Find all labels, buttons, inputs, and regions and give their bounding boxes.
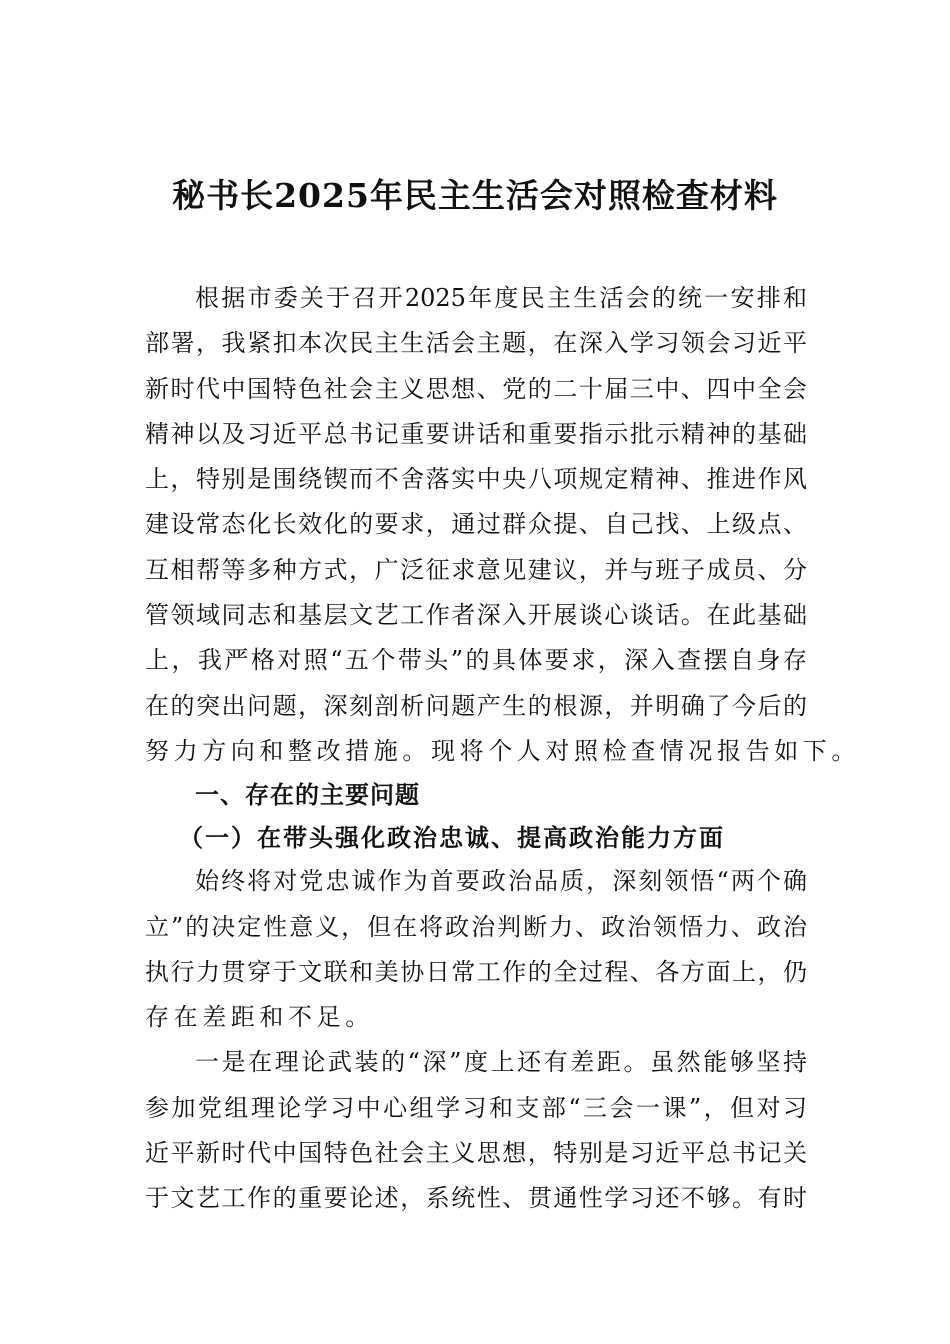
paragraph-line: 始终将对党忠诚作为首要政治品质，深刻领悟“两个确 bbox=[195, 867, 807, 896]
paragraph-line: 于文艺工作的重要论述，系统性、贯通性学习还不够。有时 bbox=[145, 1184, 807, 1213]
document-title: 秘书长2025年民主生活会对照检查材料 bbox=[172, 176, 778, 215]
paragraph-line: 努力方向和整改措施。现将个人对照检查情况报告如下。 bbox=[145, 736, 860, 765]
paragraph-line: 一是在理论武装的“深”度上还有差距。虽然能够坚持 bbox=[195, 1048, 807, 1077]
section-heading: 一、存在的主要问题 bbox=[195, 781, 420, 810]
paragraph-line: 参加党组理论学习中心组学习和支部“三会一课”，但对习 bbox=[145, 1093, 807, 1122]
paragraph-line: 部署，我紧扣本次民主生活会主题，在深入学习领会习近平 bbox=[145, 329, 807, 358]
paragraph-line: 上，我严格对照“五个带头”的具体要求，深入查摆自身存 bbox=[145, 646, 807, 675]
paragraph-line: 近平新时代中国特色社会主义思想，特别是习近平总书记关 bbox=[145, 1139, 807, 1168]
paragraph-line: 精神以及习近平总书记重要讲话和重要指示批示精神的基础 bbox=[145, 419, 807, 448]
document-body bbox=[145, 276, 860, 1222]
paragraph-line: 互相帮等多种方式，广泛征求意见建议，并与班子成员、分 bbox=[145, 555, 807, 584]
paragraph-line: 新时代中国特色社会主义思想、党的二十届三中、四中全会 bbox=[145, 374, 807, 403]
subsection-heading: （一）在带头强化政治忠诚、提高政治能力方面 bbox=[179, 823, 725, 853]
paragraph-line: 管领域同志和基层文艺工作者深入开展谈心谈话。在此基础 bbox=[145, 601, 807, 630]
paragraph-line: 在的突出问题，深刻剖析问题产生的根源，并明确了今后的 bbox=[145, 691, 807, 720]
paragraph-line: 立”的决定性意义，但在将政治判断力、政治领悟力、政治 bbox=[145, 912, 807, 941]
paragraph-line: 建设常态化长效化的要求，通过群众提、自己找、上级点、 bbox=[145, 510, 807, 539]
paragraph-line: 根据市委关于召开2025年度民主生活会的统一安排和 bbox=[195, 284, 807, 312]
paragraph-line: 上，特别是围绕锲而不舍落实中央八项规定精神、推进作风 bbox=[145, 465, 807, 494]
paragraph-line: 存在差距和不足。 bbox=[145, 1003, 374, 1032]
paragraph-line: 执行力贯穿于文联和美协日常工作的全过程、各方面上，仍 bbox=[145, 957, 807, 986]
